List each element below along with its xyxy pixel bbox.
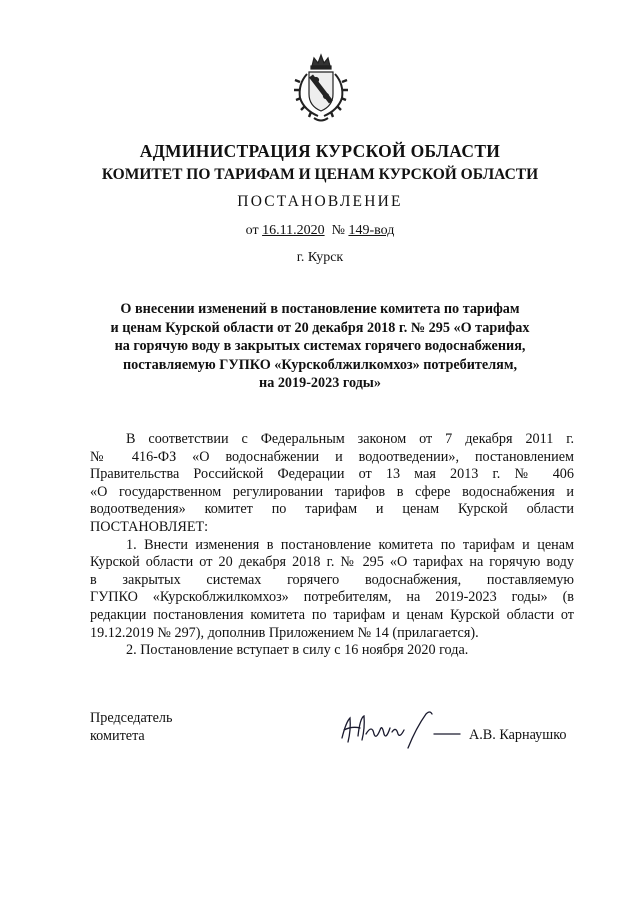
body-line: Правительства Российской Федерации от 13 мая 2013 г. № 406 <box>90 466 574 483</box>
handwritten-signature <box>338 704 462 750</box>
body-line: ПОСТАНОВЛЯЕТ: <box>90 518 209 535</box>
body-line: 19.12.2019 № 297), дополнив Приложением № 14 (прилагается). <box>90 624 479 641</box>
document-body <box>90 431 574 660</box>
body-line: «О государственном регулировании тарифов в сфере водоснабжения и <box>90 483 574 500</box>
coat-of-arms-emblem <box>292 52 350 124</box>
title-line: на горячую воду в закрытых системах горячего водоснабжения, <box>114 338 526 354</box>
title-line: на 2019-2023 годы» <box>259 375 381 391</box>
date-prefix: от <box>245 223 259 238</box>
document-title <box>60 300 580 393</box>
body-line: водоотведения» комитет по тарифам и ценам Курской области <box>90 501 574 518</box>
city: г. Курск <box>296 250 344 265</box>
body-line: редакции постановления комитета по тарифам и ценам Курской области от <box>90 606 574 623</box>
committee-title: КОМИТЕТ ПО ТАРИФАМ И ЦЕНАМ КУРСКОЙ ОБЛАСТИ <box>101 166 539 183</box>
position-line: комитета <box>90 727 145 744</box>
body-line: В соответствии с Федеральным законом от 7 декабря 2011 г. <box>126 431 574 447</box>
document-number: 149-вод <box>348 223 395 238</box>
body-line: № 416-ФЗ «О водоснабжении и водоотведении», постановлением <box>90 448 574 465</box>
signatory-position <box>90 710 172 745</box>
position-line: Председатель <box>90 710 173 726</box>
body-line: 1. Внести изменения в постановление комитета по тарифам и ценам <box>126 536 574 553</box>
title-line: О внесении изменений в постановление комитета по тарифам <box>120 301 520 317</box>
body-line: Курской области от 20 декабря 2018 г. № 295 «О тарифах на горячую воду <box>90 554 574 571</box>
signatory-name: А.В. Карнаушко <box>469 727 567 743</box>
body-line: ГУПКО «Курскоблжилкомхоз» потребителям, на 2019-2023 годы» (в <box>90 589 574 606</box>
organization-title: АДМИНИСТРАЦИЯ КУРСКОЙ ОБЛАСТИ <box>139 141 501 161</box>
document-date: 16.11.2020 <box>262 223 325 238</box>
title-line: и ценам Курской области от 20 декабря 2018 г. № 295 «О тарифах <box>110 319 530 336</box>
number-prefix: № <box>331 223 345 238</box>
body-line: 2. Постановление вступает в силу с 16 ноября 2020 года. <box>126 642 469 659</box>
document-type: ПОСТАНОВЛЕНИЕ <box>237 193 403 210</box>
body-line: в закрытых системах горячего водоснабжения, поставляемую <box>90 571 574 588</box>
title-line: поставляемую ГУПКО «Курскоблжилкомхоз» потребителям, <box>122 356 518 373</box>
date-number-line <box>0 223 640 239</box>
